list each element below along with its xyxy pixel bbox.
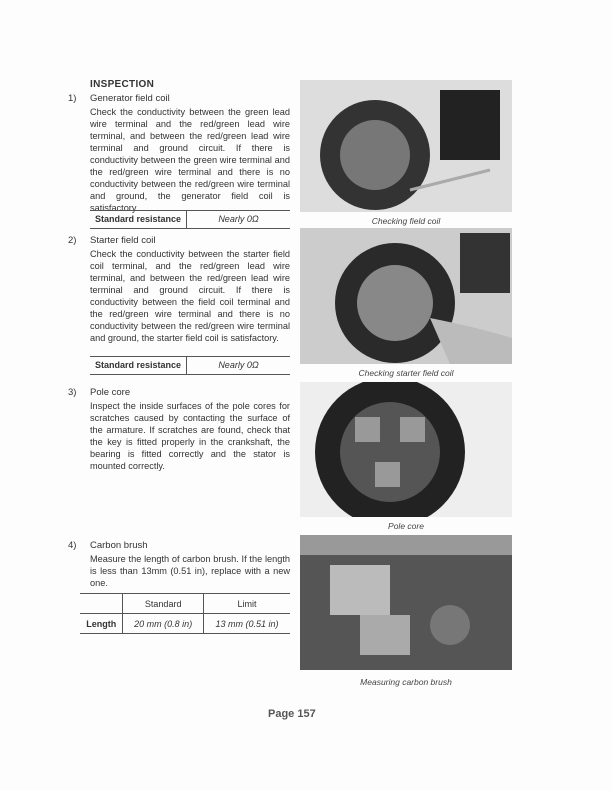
item-title: Pole core (90, 387, 131, 398)
section-heading: INSPECTION (90, 79, 155, 90)
spec-row (90, 356, 290, 375)
spec-label: Standard resistance (90, 357, 187, 374)
page-number: Page 157 (268, 708, 316, 720)
table-cell: Length (80, 614, 123, 634)
photo-carbon-brush (300, 535, 512, 670)
caption: Measuring carbon brush (360, 677, 452, 687)
item-body: Check the conductivity between the green lead wire terminal and the red/green lead wire terminal, and between the red/green lead wire terminal and ground circuit. If there is conductivity between the green wire terminal and the red/green wire terminal and there is no conductivity between the red/green wire terminal and ground, the generator field coil is satisfactory. (90, 107, 290, 213)
item-number: 2) (68, 235, 77, 246)
item-title: Starter field coil (90, 235, 156, 246)
caption: Checking field coil (371, 216, 441, 226)
table-header: Standard (123, 594, 204, 614)
photo-pole-core (300, 382, 512, 517)
spec-value: Nearly 0Ω (218, 360, 259, 370)
item-title: Carbon brush (90, 540, 148, 551)
spec-label: Standard resistance (90, 211, 187, 228)
carbon-brush-table (80, 593, 290, 634)
spec-row (90, 210, 290, 229)
photo-starter-field-coil (300, 228, 512, 364)
photo-field-coil (300, 80, 512, 212)
table-header (80, 594, 123, 614)
item-number: 4) (68, 540, 77, 551)
caption: Checking starter field coil (358, 368, 454, 378)
item-body: Check the conductivity between the starter field coil terminal, and the red/green lead wire terminal, and between the red/green lead wire terminal and ground circuit. If there is conductivity between the field coil terminal and the red/green wire terminal and there is no conductivity between the red/green wire terminal and ground, the starter field coil is satisfactory. (90, 249, 290, 343)
spec-value: Nearly 0Ω (218, 214, 259, 224)
caption: Pole core (388, 521, 424, 531)
table-cell: 13 mm (0.51 in) (203, 614, 290, 634)
table-header: Limit (203, 594, 290, 614)
item-number: 1) (68, 93, 77, 104)
item-title: Generator field coil (90, 93, 170, 104)
table-cell: 20 mm (0.8 in) (123, 614, 204, 634)
item-body: Inspect the inside surfaces of the pole cores for scratches caused by contacting the surface of the armature. If scratches are found, check that the key is fitted properly in the crankshaft, the bearing is fitted correctly and the stator is mounted correctly. (90, 401, 290, 471)
item-number: 3) (68, 387, 77, 398)
item-body: Measure the length of carbon brush. If the length is less than 13mm (0.51 in), replace with a new one. (90, 554, 290, 588)
